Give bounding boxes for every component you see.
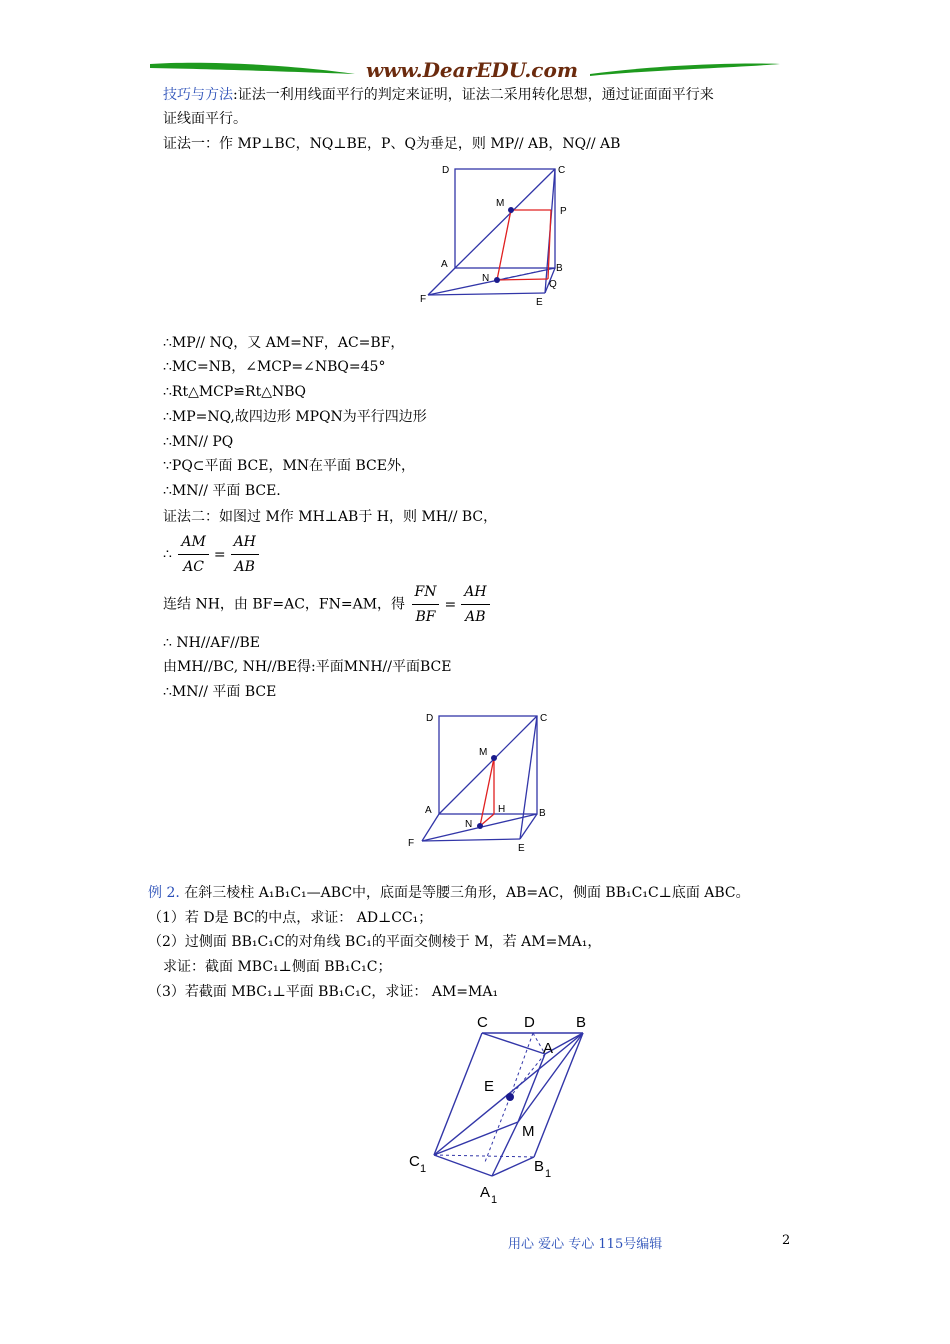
fraction-am: AM [178,532,208,555]
example2-line [148,884,750,902]
fig2-label-h: H [498,804,506,815]
fraction-ab-2: AB [465,609,486,625]
fig1-label-b: B [556,263,563,274]
fraction-ah-ab-2 [461,582,489,627]
method1-intro: 证法一：作 MP⊥BC，NQ⊥BE，P、Q为垂足，则 MP// AB，NQ// AB [163,136,621,152]
fraction-am-ac [178,532,208,577]
fig3-label-b1: B [534,1158,545,1175]
fig3-label-d: D [524,1014,535,1031]
fig2-label-a: A [425,805,432,816]
fig1-label-c: C [558,165,566,176]
fig3-label-c1-sub: 1 [420,1163,427,1175]
footer-page-number: 2 [782,1233,791,1248]
method2-conclusion: ∴MN// 平面 BCE [163,684,277,700]
example2-part2a: （2）过侧面 BB₁C₁C的对角线 BC₁的平面交侧棱于 M，若 AM=MA₁， [148,934,602,950]
therefore-symbol: ∴ [163,546,172,563]
method2-intro: 证法二：如图过 M作 MH⊥AB于 H，则 MH// BC， [163,509,498,525]
fig3-label-a1-sub: 1 [491,1194,498,1206]
equals-sign-2: = [444,596,457,613]
method2-step-planes: 由MH//BC, NH//BE得:平面MNH//平面BCE [163,659,452,675]
footer-slogan: 用心 爱心 专心 115号编辑 [508,1237,663,1252]
method1-step-1: ∴MP// NQ，又 AM=NF，AC=BF， [163,335,405,351]
fig1-label-f: F [420,294,427,305]
fraction-fn: FN [412,582,440,605]
fraction-ah: AH [231,532,259,555]
method1-step-4: ∴MP=NQ,故四边形 MPQN为平行四边形 [163,409,427,425]
method1-step-2: ∴MC=NB，∠MCP=∠NBQ=45° [163,359,386,375]
fig1-label-q: Q [549,279,557,290]
fraction-ab: AB [234,559,255,575]
fig2-label-f: F [408,838,415,849]
figure-3 [405,1010,605,1210]
figure-1 [420,160,580,310]
fig3-label-b: B [576,1014,587,1031]
example2-part2b: 求证：截面 MBC₁⊥侧面 BB₁C₁C； [163,959,392,975]
fraction-ah-2: AH [461,582,489,605]
example2-part1: （1）若 D是 BC的中点，求证： AD⊥CC₁； [148,910,433,926]
fig1-label-d: D [442,165,450,176]
fig2-label-n: N [465,819,473,830]
tips-line-1 [163,86,714,104]
fig3-label-e: E [484,1078,495,1095]
fig3-label-c: C [477,1014,488,1031]
method1-step-7: ∴MN// 平面 BCE. [163,483,281,499]
fig2-point-m [491,755,497,761]
equals-sign: = [213,546,226,563]
fig1-label-p: P [560,206,567,217]
method1-step-6: ∵PQ⊂平面 BCE，MN在平面 BCE外， [163,458,415,474]
fig2-label-b: B [539,808,546,819]
fig2-point-n [477,823,483,829]
header-swoosh-left [150,63,355,74]
fig2-label-m: M [479,747,488,758]
header-swoosh-right [590,63,780,76]
tips-line-2: 证线面平行。 [163,111,247,127]
fig3-label-a: A [543,1040,554,1057]
fig3-label-b1-sub: 1 [545,1168,552,1180]
fig2-label-d: D [426,713,434,724]
fig2-label-c: C [540,713,548,724]
fraction-ah-ab [231,532,259,577]
tips-text-1: :证法一利用线面平行的判定来证明，证法二采用转化思想，通过证面面平行来 [233,87,714,103]
connect-text: 连结 NH，由 BF=AC，FN=AM，得 [163,596,406,613]
fig1-label-e: E [536,297,543,308]
header-banner [150,54,790,84]
fig1-label-n: N [482,273,490,284]
fraction-bf: BF [415,609,436,625]
fig3-label-c1: C [409,1153,420,1170]
point-m [508,207,514,213]
fig3-point-e [506,1093,514,1101]
tips-label: 技巧与方法 [163,87,233,103]
method1-step-5: ∴MN// PQ [163,434,234,450]
fig1-label-a: A [441,259,448,270]
fig1-label-m: M [496,198,505,209]
method2-step-nh: ∴ NH//AF//BE [163,635,261,651]
example2-label: 例 2. [148,885,180,901]
fig3-label-a1: A [480,1184,491,1201]
figure-2 [408,706,578,856]
method2-fraction-line-1 [163,532,261,577]
fig2-label-e: E [518,843,525,854]
fraction-ac: AC [183,559,205,575]
fraction-fn-bf [412,582,440,627]
method2-fraction-line-2 [163,582,492,627]
point-n [494,277,500,283]
fig3-label-m: M [522,1123,535,1140]
method1-step-3: ∴Rt△MCP≌Rt△NBQ [163,384,306,400]
example2-part3: （3）若截面 MBC₁⊥平面 BB₁C₁C，求证： AM=MA₁ [148,984,499,1000]
example2-text: 在斜三棱柱 A₁B₁C₁—ABC中，底面是等腰三角形，AB=AC，侧面 BB₁C₁C⊥底面 ABC。 [184,885,750,901]
header-site-text: www.DearEDU.com [365,58,579,82]
